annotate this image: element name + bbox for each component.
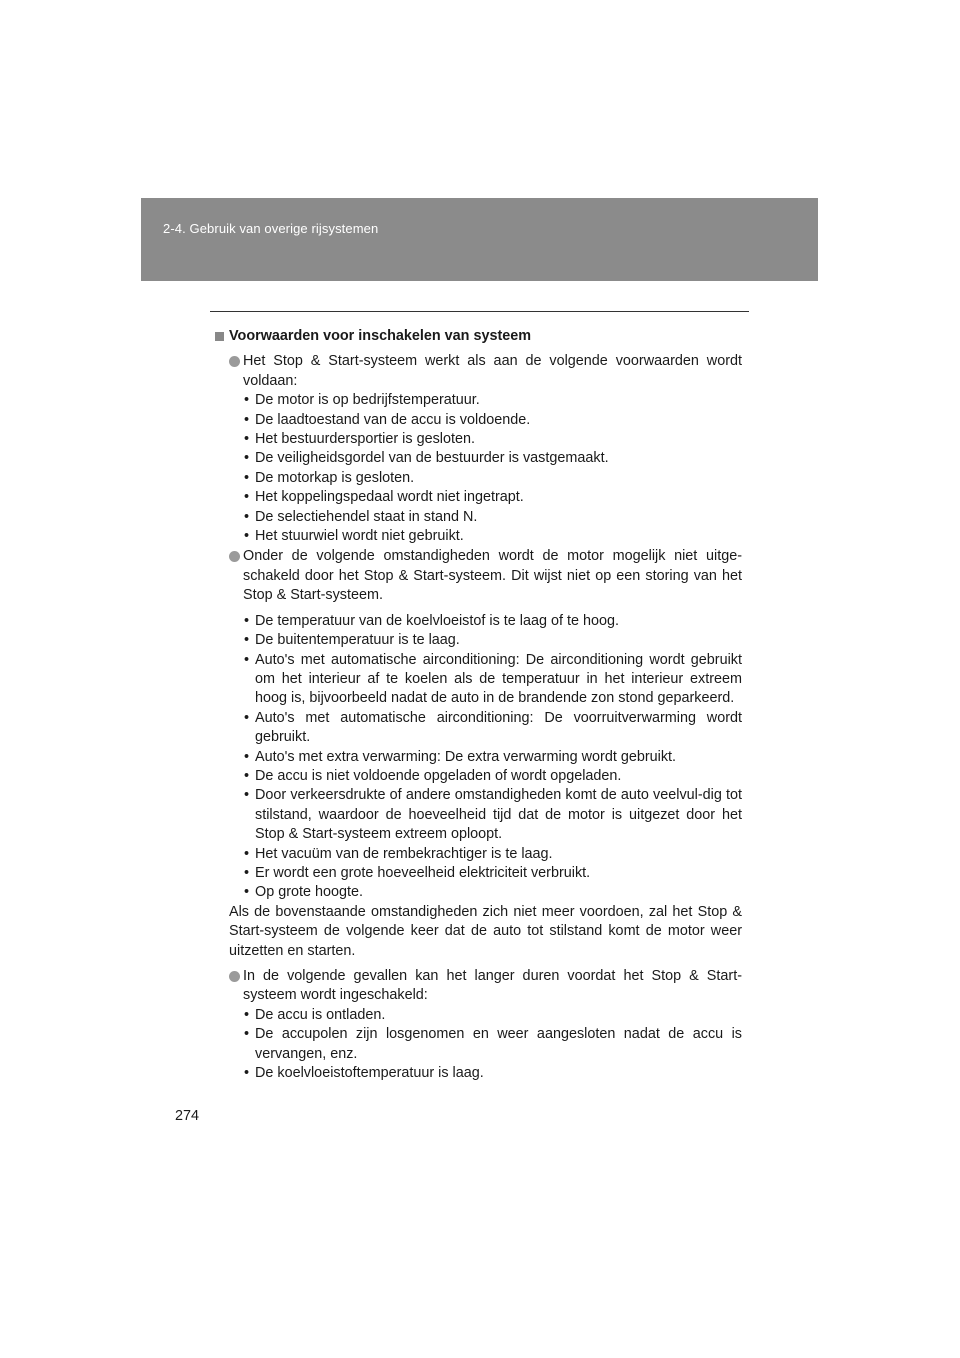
list-item: • De veiligheidsgordel van de bestuurder is vastgemaakt.	[243, 449, 742, 468]
list-item: • Auto's met automatische airconditioning: De voorruitverwarming wordt gebruikt.	[243, 709, 742, 748]
list-item: • Op grote hoogte.	[243, 883, 742, 902]
resume-paragraph: Als de bovenstaande omstandigheden zich niet meer voordoen, zal het Stop & Start-systeem de volgende keer dat de auto tot stilstand komt de motor weer uitzetten en starten.	[229, 903, 742, 959]
list-item: • De motor is op bedrijfstemperatuur.	[243, 391, 742, 410]
condition-item-1	[229, 352, 742, 546]
condition-item-1-text: Het Stop & Start-systeem werkt als aan de volgende voorwaarden wordt voldaan:	[243, 353, 742, 389]
list-item: • De selectiehendel staat in stand N.	[243, 508, 742, 527]
list-item: • De accu is ontladen.	[243, 1006, 742, 1025]
list-item: • De laadtoestand van de accu is voldoende.	[243, 411, 742, 430]
page-number: 274	[175, 1108, 200, 1124]
square-bullet-icon	[215, 332, 224, 341]
top-divider	[210, 311, 749, 312]
circle-bullet-icon	[229, 551, 240, 562]
condition-item-3-list	[243, 1006, 742, 1084]
condition-item-2-text: Onder de volgende omstandigheden wordt de motor mogelijk niet uitge-schakeld door het Stop & Start-systeem. Dit wijst niet op een storing van het Stop & Start-systeem.	[243, 548, 742, 604]
list-item: • De motorkap is gesloten.	[243, 469, 742, 488]
section-title-text: Voorwaarden voor inschakelen van systeem	[229, 328, 532, 344]
list-item: • Er wordt een grote hoeveelheid elektriciteit verbruikt.	[243, 864, 742, 883]
page-content	[229, 327, 742, 1083]
circle-bullet-icon	[229, 971, 240, 982]
list-item: • Het koppelingspedaal wordt niet ingetrapt.	[243, 488, 742, 507]
condition-item-3-text: In de volgende gevallen kan het langer duren voordat het Stop & Start-systeem wordt ingeschakeld:	[243, 968, 742, 1004]
section-title	[229, 327, 742, 346]
condition-item-2-list	[243, 612, 742, 903]
list-item: • De accupolen zijn losgenomen en weer aangesloten nadat de accu is vervangen, enz.	[243, 1025, 742, 1064]
section-header-title: 2-4. Gebruik van overige rijsystemen	[163, 221, 379, 236]
condition-item-3	[229, 967, 742, 1083]
condition-item-1-list	[243, 391, 742, 546]
list-item: • Auto's met extra verwarming: De extra verwarming wordt gebruikt.	[243, 748, 742, 767]
list-item: • Het bestuurdersportier is gesloten.	[243, 430, 742, 449]
list-item: • De temperatuur van de koelvloeistof is te laag of te hoog.	[243, 612, 742, 631]
list-item: • Het stuurwiel wordt niet gebruikt.	[243, 527, 742, 546]
list-item: • Auto's met automatische airconditioning: De airconditioning wordt gebruikt om het interieur af te koelen als de temperatuur in het interieur extreem hoog is, bijvoorbeeld nadat de auto in de brandende zon stond geparkeerd.	[243, 651, 742, 709]
list-item: • De koelvloeistoftemperatuur is laag.	[243, 1064, 742, 1083]
section-header	[141, 198, 818, 281]
circle-bullet-icon	[229, 356, 240, 367]
list-item: • Het vacuüm van de rembekrachtiger is te laag.	[243, 845, 742, 864]
list-item: • De buitentemperatuur is te laag.	[243, 631, 742, 650]
list-item: • Door verkeersdrukte of andere omstandigheden komt de auto veelvul-dig tot stilstand, waardoor de hoeveelheid tijd dat de motor is uitgezet door het Stop & Start-systeem extreem oploopt.	[243, 786, 742, 844]
list-item: • De accu is niet voldoende opgeladen of wordt opgeladen.	[243, 767, 742, 786]
condition-item-2	[229, 547, 742, 902]
